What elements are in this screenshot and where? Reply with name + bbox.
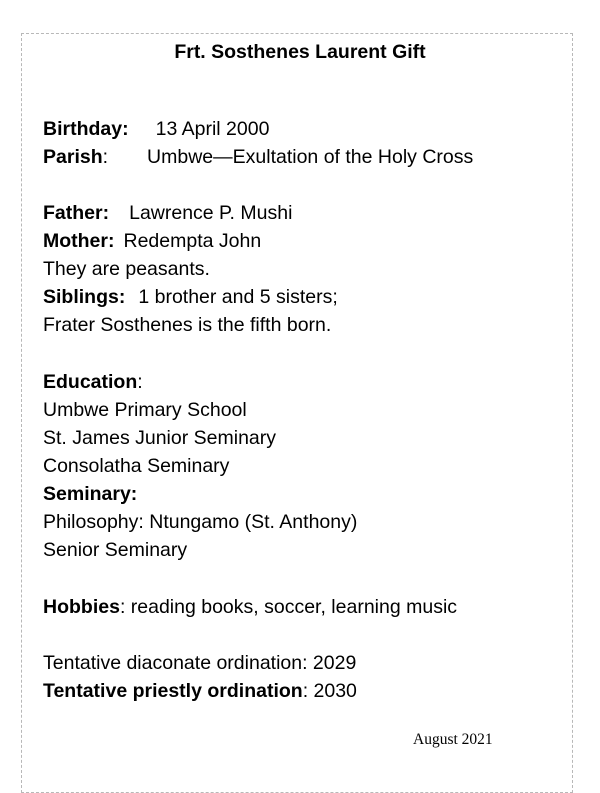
parents-note: They are peasants.: [43, 258, 210, 280]
siblings-line: [43, 285, 338, 309]
father-line: [43, 201, 292, 225]
priestly-line: [43, 679, 357, 703]
siblings-note: Frater Sosthenes is the fifth born.: [43, 314, 332, 336]
hobbies-label: Hobbies: [43, 596, 120, 618]
siblings-value: 1 brother and 5 sisters;: [138, 286, 338, 308]
father-label: Father:: [43, 202, 110, 224]
education-label: Education: [43, 371, 138, 393]
mother-value: Redempta John: [123, 230, 262, 252]
father-value: Lawrence P. Mushi: [129, 202, 293, 224]
seminary-item: Philosophy: Ntungamo (St. Anthony): [43, 511, 358, 533]
diaconate-line: Tentative diaconate ordination: 2029: [43, 652, 357, 674]
profile-title: Frt. Sosthenes Laurent Gift: [174, 41, 426, 63]
birthday-label: Birthday:: [43, 118, 129, 140]
parish-colon: :: [102, 146, 109, 168]
priestly-value: : 2030: [302, 680, 357, 702]
hobbies-line: [43, 595, 457, 619]
parish-line: [43, 145, 473, 169]
education-heading: [43, 370, 143, 394]
seminary-item: Senior Seminary: [43, 539, 188, 561]
education-colon: :: [137, 371, 143, 393]
parish-value: Umbwe—Exultation of the Holy Cross: [147, 146, 474, 168]
birthday-value: 13 April 2000: [155, 118, 270, 140]
education-item: St. James Junior Seminary: [43, 427, 277, 449]
seminary-label: Seminary:: [43, 483, 138, 505]
mother-label: Mother:: [43, 230, 115, 252]
mother-line: [43, 229, 261, 253]
document-date: August 2021: [413, 731, 493, 748]
birthday-line: [43, 117, 269, 141]
education-item: Consolatha Seminary: [43, 455, 230, 477]
education-item: Umbwe Primary School: [43, 399, 247, 421]
siblings-label: Siblings:: [43, 286, 126, 308]
parish-label: Parish: [43, 146, 103, 168]
priestly-label: Tentative priestly ordination: [43, 680, 303, 702]
hobbies-value: : reading books, soccer, learning music: [119, 596, 458, 618]
